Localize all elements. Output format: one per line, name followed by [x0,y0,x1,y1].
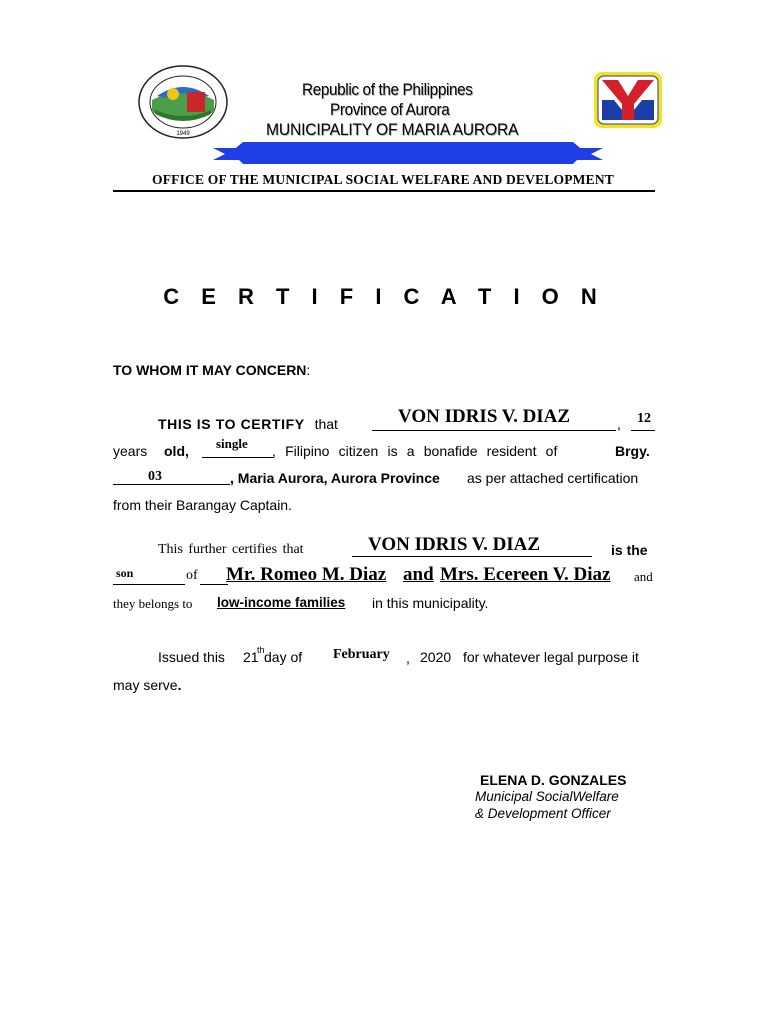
header-divider [113,190,655,192]
header-republic: Republic of the Philippines [302,80,473,99]
salutation: TO WHOM IT MAY CONCERN: [113,362,311,378]
brgy-blank [113,470,230,485]
document-title: C E R T I F I C A T I O N [163,284,605,309]
seal-year: 1949 [176,131,190,137]
subject-name: VON IDRIS V. DIAZ [398,406,571,427]
signatory-title-line2: & Development Officer [475,806,611,821]
parent-mother: Mrs. Ecereen V. Diaz [440,564,611,585]
para1-line1: THIS IS TO CERTIFY that [158,416,338,432]
signatory-title-line1: Municipal SocialWelfare [475,789,619,804]
header-province: Province of Aurora [330,100,450,119]
income-class: low-income families [217,595,346,610]
issue-month: February [333,647,390,662]
civil-status: single [216,436,248,451]
blue-ribbon [213,140,603,166]
para1-line2: years [113,443,148,459]
subject-name-2: VON IDRIS V. DIAZ [368,534,541,555]
para3-line2: may serve. [113,677,182,693]
parent-father: Mr. Romeo M. Diaz [226,564,387,585]
office-heading: OFFICE OF THE MUNICIPAL SOCIAL WELFARE AND DEVELOPMENT [152,172,614,187]
subject-age: 12 [637,411,651,426]
dswd-logo [592,70,664,130]
header-municipality: MUNICIPALITY OF MARIA AURORA [266,120,519,139]
issue-year: 2020 [420,649,452,665]
signatory-name: ELENA D. GONZALES [480,772,627,788]
issue-day: 21 [243,649,259,665]
relation: son [116,566,134,580]
salutation-text: TO WHOM IT MAY CONCERN [113,362,307,378]
para1-line4: from their Barangay Captain. [113,497,292,513]
barangay-number: 03 [148,469,162,484]
municipal-seal [137,64,229,140]
